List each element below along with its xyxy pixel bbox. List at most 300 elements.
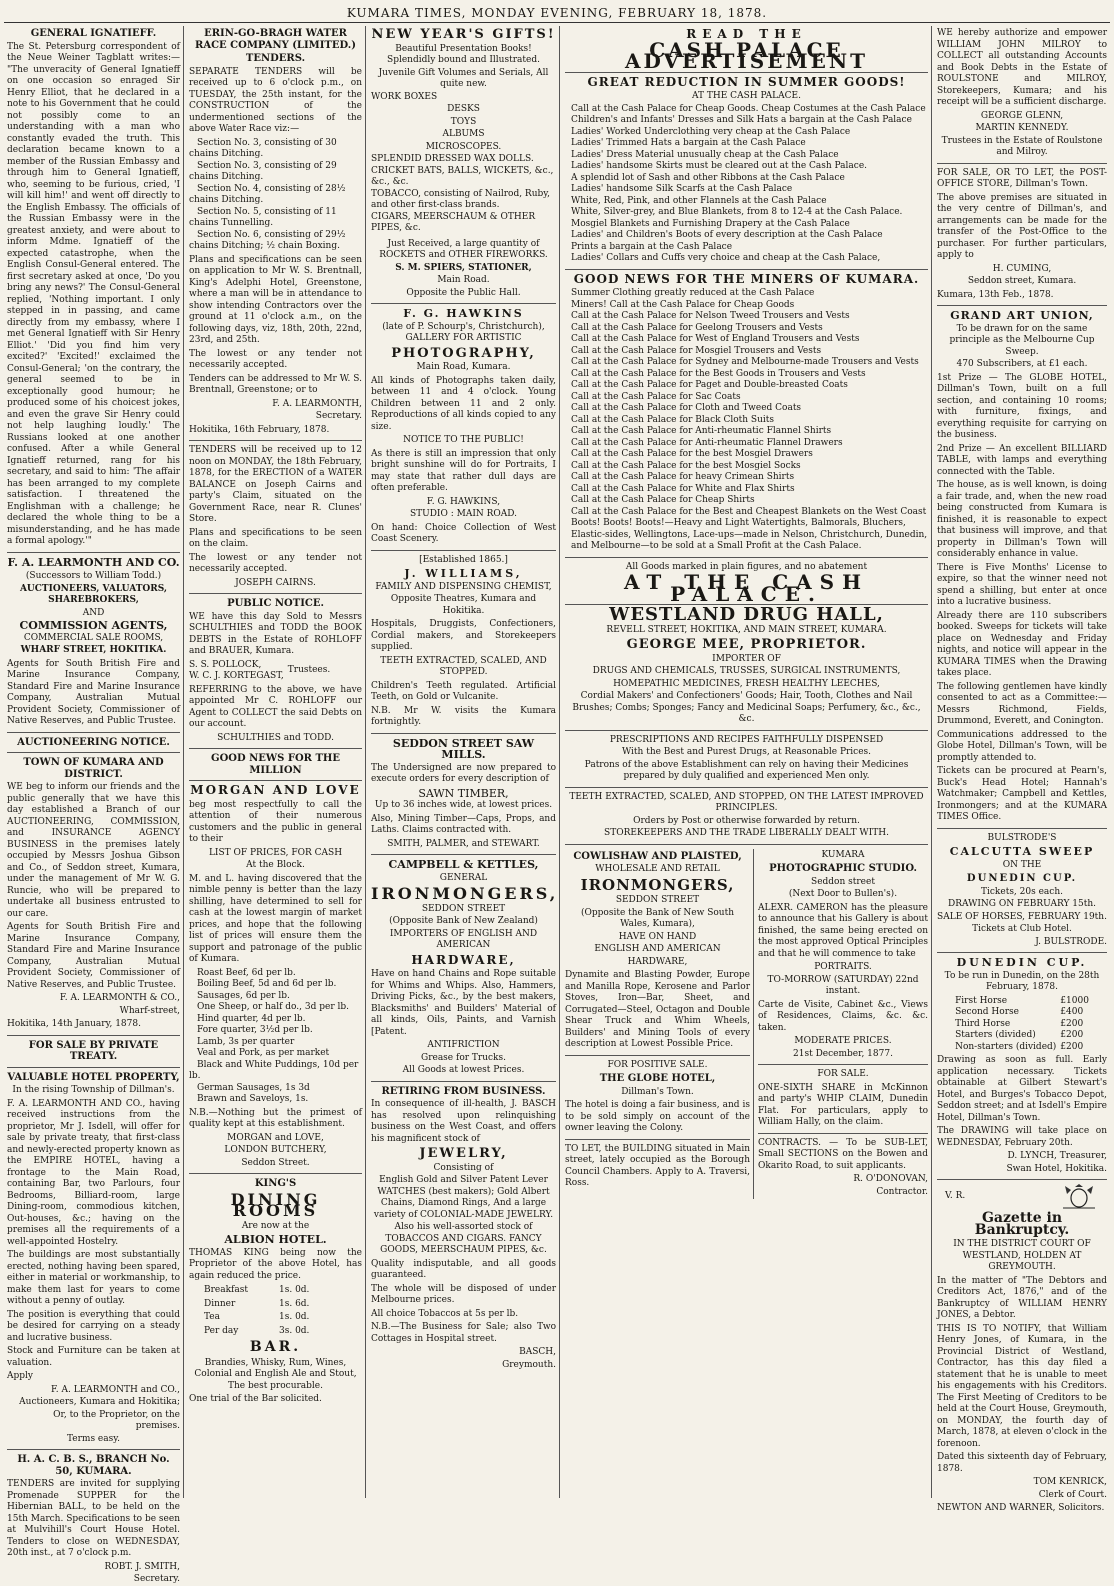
district-court: IN THE DISTRICT COURT OF WESTLAND, HOLDEN AT GREYMOUTH. — [953, 1239, 1091, 1272]
price-item: Hind quarter, 4d per lb. — [197, 1013, 306, 1024]
price-item: Sausages, 6d per lb. — [197, 990, 290, 1001]
ny-item: MICROSCOPES. — [425, 141, 502, 152]
miner-item: Summer Clothing greatly reduced at the Cash Palace — [571, 288, 815, 298]
seddon-street: Seddon Street. — [241, 1157, 310, 1168]
divider — [565, 730, 928, 731]
jewelry-body: English Gold and Silver Patent Lever WATCHES (best makers); Gold Albert Chains, Diamond Rings, And a large variety of COLONIAL-MADE JEWELRY. — [373, 1175, 554, 1220]
milroy-body: WE hereby authorize and empower WILLIAM JOHN MILROY to COLLECT all outstanding Accounts and Book Debts in the Estate of ROULSTONE and MILROY, Storekeepers, Kumara; and his receipt will be a sufficient discharge. — [937, 28, 1107, 107]
erin-body2: Plans and specifications can be seen on application to Mr W. S. Brentnall, King's Adelphi Hotel, Greenstone, where a man will be in attendance to show intending Contractors over the ground at 11 o'clock a.m., on the following days, viz, 18th, 20th, 22nd, 23rd, and 25th. — [189, 254, 362, 345]
jewelry-body3: Quality indisputable, and all goods guaranteed. — [371, 1258, 556, 1280]
column-4 — [562, 26, 932, 1498]
cairns-sig: JOSEPH CAIRNS. — [235, 577, 316, 588]
vr-label: V. R. — [945, 1191, 966, 1202]
albion-hotel: ALBION HOTEL. — [224, 1233, 327, 1246]
communications: Communications addressed to the Globe Hotel, Dillman's Town, will be promptly attended to. — [937, 729, 1107, 763]
forsale-body: FOR SALE, OR TO LET, the POST-OFFICE STORE, Dillman's Town. — [937, 167, 1107, 189]
jewelry-body4: The whole will be disposed of under Melbourne prices. — [371, 1283, 556, 1305]
milroy-sig2: MARTIN KENNEDY. — [975, 123, 1069, 133]
basch: BASCH, — [519, 1347, 556, 1357]
jewelry-body5: All choice Tobaccos at 5s per lb. — [371, 1308, 519, 1319]
westland-drug-hall: WESTLAND DRUG HALL, — [609, 604, 884, 625]
tickets-at: Tickets can be procured at Pearn's, Buck's Head Hotel; Hannah's Watchmaker; Campbell and Kettles, Ironmongers; and at the KUMARA TIMES Office. — [937, 766, 1107, 822]
divider — [937, 163, 1107, 164]
miner-item: Call at the Cash Palace for West of England Trousers and Vests — [571, 334, 860, 344]
subscribers: 470 Subscribers, at £1 each. — [956, 359, 1088, 369]
price-item: Brawn and Saveloys, 1s. — [197, 1094, 309, 1104]
divider — [371, 1081, 556, 1082]
hotel-body3: The position is everything that could be desired for carrying on a steady and lucrative business. — [7, 1309, 180, 1343]
prize-table — [953, 996, 1091, 1054]
summer-item: Ladies' handsome Skirts must be cleared out at the Cash Palace. — [571, 161, 868, 171]
next-door: (Next Door to Bullen's). — [788, 889, 898, 899]
prize-row — [953, 1007, 1091, 1019]
tickets-20s: Tickets, 20s each. — [981, 886, 1063, 897]
divider — [565, 1139, 750, 1140]
summer-item: Children's and Infants' Dresses and Silk Hats a bargain at the Cash Palace — [571, 115, 912, 125]
saw-body2: Up to 36 inches wide, at lowest prices. — [374, 800, 553, 810]
swan: Swan Hotel, Hokitika. — [1006, 1163, 1107, 1174]
teeth-ext: TEETH EXTRACTED, SCALED, AND STOPPED, ON THE LATEST IMPROVED PRINCIPLES. — [569, 791, 924, 813]
summer-item: White, Silver-grey, and Blue Blankets, from 8 to 12-4 at the Cash Palace. — [571, 207, 903, 217]
summer-item: Ladies' and Children's Boots of every description at the Cash Palace — [571, 230, 883, 240]
meal-name: Dinner — [204, 1298, 236, 1309]
price-item: Black and White Puddings, 10d per lb. — [189, 1059, 359, 1081]
solicitors: NEWTON AND WARNER, Solicitors. — [937, 1503, 1105, 1513]
homeopathic: HOMEPATHIC MEDICINES, FRESH HEALTHY LEECHES, — [613, 678, 880, 689]
license: There is Five Months' License to expire, so that the winner need not spend a shilling, but enter at once into a lucrative business. — [937, 562, 1107, 607]
bulstrode-title: BULSTRODE'S — [987, 832, 1057, 843]
divider — [189, 440, 362, 441]
spiers-opp: Opposite the Public Hall. — [406, 287, 521, 298]
price-item: Roast Beef, 6d per lb. — [197, 967, 296, 978]
divider — [371, 303, 556, 304]
summer-item: Prints a bargain at the Cash Palace — [571, 241, 733, 252]
williams-addr: Opposite Theatres, Kumara and Hokitika. — [390, 594, 537, 616]
jewelry-nb: N.B.—The Business for Sale; also Two Cottages in Hospital street. — [371, 1322, 556, 1344]
ny-cigars: CIGARS, MEERSCHAUM & OTHER PIPES, &c. — [371, 211, 536, 233]
spiers: S. M. SPIERS, STATIONER, — [395, 262, 532, 273]
meal-row — [203, 1298, 310, 1312]
prize-row — [953, 996, 1091, 1008]
moderate: MODERATE PRICES. — [794, 1036, 892, 1046]
consisting: Consisting of — [433, 1162, 494, 1173]
cowlishaw: COWLISHAW AND PLAISTED, — [573, 850, 742, 862]
summer-item: Ladies' Worked Underclothing very cheap at the Cash Palace — [571, 126, 851, 137]
to-let: TO LET, the BUILDING situated in Main street, lately occupied as the Borough Council Chambers. Apply to A. Traversi, Ross. — [565, 1143, 750, 1188]
section-item: Section No. 6, consisting of 29½ chains Ditching; ½ chain Boxing. — [189, 229, 346, 251]
house-body: The house, as is well known, is doing a fair trade, and, when the new road being constructed from Kumara is finished, it is reasonable to expect that business will improve, and that property in Dillman's Town will considerably enhance in value. — [937, 480, 1107, 559]
miner-item: Boots! Boots! Boots!—Heavy and Light Watertights, Balmorals, Bluchers, Elastic-sides, Wellingtons, Lace-ups—made in Nelson, Christchurch, Dunedin, and Melbourne—to be sold at a Small Profit at the Cash Palace. — [571, 518, 928, 551]
ny-item: ALBUMS — [442, 129, 485, 139]
first-prize: 1st Prize — The GLOBE HOTEL, Dillman's Town, built on a full section, and containing 10 rooms; with furniture, fixings, and everything requisite for carrying on the business. — [937, 372, 1107, 440]
divider — [189, 593, 362, 594]
clerk: Clerk of Court. — [1038, 1489, 1107, 1500]
miner-item: Call at the Cash Palace for the Best and Cheapest Blankets on the West Coast — [571, 506, 927, 517]
miner-item: Call at the Cash Palace for the best Mosgiel Socks — [571, 460, 801, 471]
jewelry: JEWELRY, — [419, 1146, 508, 1161]
campbell-addr: SEDDON STREET — [421, 903, 506, 914]
gentlemen: The following gentlemen have kindly consented to act as a Committee:— Messrs Richmond, Fields, Drummond, Everett, and Conington. — [937, 681, 1107, 726]
for-sale: FOR SALE. — [817, 1069, 869, 1079]
orders: Orders by Post or otherwise forwarded by return. — [633, 815, 860, 826]
saw-body3: Also, Mining Timber—Caps, Props, and Laths. Claims contracted with. — [371, 813, 556, 835]
price-list: LIST OF PRICES, FOR CASH — [208, 847, 343, 858]
globe-hotel: THE GLOBE HOTEL, — [599, 1073, 716, 1084]
public-body: WE have this day Sold to Messrs SCHULTHIES and TODD the BOOK DEBTS in the Estate of ROHLOFF and BRAUER, Kumara. — [189, 611, 362, 656]
erin-date: Hokitika, 16th February, 1878. — [189, 424, 330, 435]
learmonth-l2: COMMISSION AGENTS, — [19, 619, 168, 632]
hotel-sig3: Or, to the Proprietor, on the premises. — [53, 1409, 180, 1431]
divider — [371, 854, 556, 855]
summer-item: Call at the Cash Palace for Cheap Goods. Cheap Costumes at the Cash Palace — [571, 103, 926, 114]
hawkins-body2: As there is still an impression that only bright sunshine will do for Portraits, I may state that rather dull days are often preferable. — [371, 448, 556, 493]
hotel-terms: Terms easy. — [66, 1433, 120, 1444]
club-hotel: Tickets at Club Hotel. — [972, 924, 1072, 934]
photo-seddon: Seddon street — [811, 876, 875, 887]
london-butchery: LONDON BUTCHERY, — [224, 1145, 327, 1155]
miner-item: Call at the Cash Palace for Paget and Double-breasted Coats — [571, 380, 848, 390]
town-body: WE beg to inform our friends and the public generally that we have this day established a Branch of our AUCTIONEERING, COMMISSION, and INSURANCE AGENCY BUSINESS in the premises lately occupied by Messrs Joshua Gibson and Co., of Seddon street, Kumara, under the management of Mr W. G. Runcie, who will be prepared to undertake all business entrusted to our care. — [7, 782, 180, 919]
divider — [565, 557, 928, 558]
miner-item: Call at the Cash Palace for Sydney and Melbourne-made Trousers and Vests — [571, 357, 919, 367]
ignatieff-title: GENERAL IGNATIEFF. — [30, 28, 157, 39]
cowlishaw-ironmongers: IRONMONGERS, — [580, 875, 735, 894]
king-body: THOMAS KING being now the Proprietor of the above Hotel, has again reduced the price. — [189, 1247, 362, 1281]
bottom-left — [565, 849, 754, 1200]
morgan-title: MORGAN AND LOVE — [190, 783, 361, 797]
town-sig: F. A. LEARMONTH & CO., — [59, 993, 180, 1003]
new-years-gifts: NEW YEAR'S GIFTS! — [371, 27, 556, 42]
spiers-addr: Main Road. — [437, 275, 490, 285]
run-in: To be run in Dunedin, on the 28th February, 1878. — [944, 970, 1100, 992]
bar-foot: One trial of the Bar solicited. — [189, 1394, 322, 1404]
cairns-body3: The lowest or any tender not necessarily accepted. — [189, 552, 362, 574]
column-1 — [4, 26, 184, 1584]
hawkins-hand: On hand: Choice Collection of West Coast Scenery. — [371, 522, 556, 544]
price-item: German Sausages, 1s 3d — [197, 1082, 310, 1093]
prize-name: Third Horse — [955, 1018, 1011, 1029]
kings-label: KING'S — [254, 1178, 297, 1189]
cuming2: Seddon street, Kumara. — [967, 276, 1077, 286]
summer-item: Ladies' Dress Material unusually cheap at the Cash Palace — [571, 149, 839, 160]
cash-palace-adv: CASH PALACE ADVERTISEMENT — [624, 37, 868, 73]
trustees-block — [189, 660, 362, 683]
retiring: RETIRING FROM BUSINESS. — [381, 1085, 546, 1097]
meal-name: Tea — [204, 1312, 220, 1322]
miner-item: Call at the Cash Palace for Sac Coats — [571, 391, 741, 402]
dated: Dated this sixteenth day of February, 1878. — [937, 1452, 1107, 1474]
ny-body2: Juvenile Gift Volumes and Serials, All quite new. — [378, 67, 549, 89]
art-union: GRAND ART UNION, — [950, 309, 1094, 322]
hacbs-body: TENDERS are invited for supplying Promenade SUPPER for the Hibernian BALL, to be held on the 15th March. Specifications to be seen at Mulvihill's Court House Hotel. Tenders to close on WEDNESDAY, 20th inst., at 7 o'clock p.m. — [7, 1479, 180, 1558]
bulstrode: J. BULSTRODE. — [1035, 936, 1107, 947]
hawkins-name: F. G. HAWKINS — [403, 307, 524, 320]
wholesale: WHOLESALE AND RETAIL — [595, 864, 720, 874]
meal-prices — [203, 1284, 310, 1338]
summer-item: A splendid lot of Sash and other Ribbons at the Cash Palace — [571, 172, 845, 183]
at-the-cash-palace: AT THE CASH PALACE. — [623, 570, 870, 606]
westland-addr: REVELL STREET, HOKITIKA, AND MAIN STREET, KUMARA. — [606, 624, 887, 635]
summer-item: White, Red, Pink, and other Flannels at the Cash Palace — [571, 195, 827, 206]
prize-name: Non-starters (divided) — [955, 1041, 1057, 1052]
miner-item: Call at the Cash Palace for White and Flax Shirts — [571, 483, 795, 494]
drawing3: The DRAWING will take place on WEDNESDAY, February 20th. — [937, 1126, 1107, 1148]
town-date: Hokitika, 14th January, 1878. — [7, 1019, 141, 1029]
best-drugs: With the Best and Purest Drugs, at Reasonable Prices. — [621, 747, 872, 757]
column-3 — [368, 26, 560, 1498]
dillmans: Dillman's Town. — [621, 1086, 694, 1097]
divider — [189, 1173, 362, 1174]
hardware: HARDWARE, — [411, 952, 516, 967]
hotel-apply: Apply — [7, 1371, 33, 1381]
carte: Carte de Visite, Cabinet &c., Views of Residences, Claims, &c. &c. taken. — [758, 999, 928, 1033]
now-at: Are now at the — [241, 1220, 310, 1231]
erin-sig: F. A. LEARMONTH, — [272, 398, 362, 409]
miner-list — [565, 288, 928, 553]
learmonth-l3: COMMERCIAL SALE ROOMS, — [23, 632, 164, 643]
ny-tobacco: TOBACCO, consisting of Nailrod, Ruby, and other first-class brands. — [371, 188, 551, 210]
drawing2: Drawing as soon as full. Early application necessary. Tickets obtainable at Gilbert Stewart's Hotel, and Burges's Tobacco Depot, Seddon street; and at Isdell's Empire Hotel, Dillman's Town. — [937, 1055, 1107, 1123]
meal-price: 1s. 6d. — [279, 1298, 310, 1309]
antifriction: ANTIFRICTION — [427, 1040, 500, 1050]
hawkins-studio: STUDIO : MAIN ROAD. — [409, 509, 518, 519]
ny-item: DESKS — [447, 104, 480, 114]
ny-item: TOYS — [450, 116, 477, 127]
photography: PHOTOGRAPHY, — [391, 345, 536, 361]
divider — [565, 269, 928, 270]
hotel-body: F. A. LEARMONTH AND CO., having received instructions from the proprietor, Mr J. Isdell, will offer for sale by private treaty, that first-class and newly-erected property known as the EMPIRE HOTEL, having a frontage to the Main Road, containing Bar, two Parlours, four Bedrooms, Billiard-room, large Dining-room, commodious kitchen, Out-houses, &c.; having on the premises all the requirements of a well-appointed Hostelry. — [7, 1098, 180, 1247]
ironmongers: IRONMONGERS, — [371, 884, 559, 903]
divider — [565, 787, 928, 788]
prize-name: First Horse — [955, 995, 1008, 1006]
hacbs-sig: ROBT. J. SMITH, — [104, 1561, 180, 1572]
summer-list — [565, 104, 928, 265]
meal-price: 3s. 0d. — [279, 1325, 310, 1336]
ny-body: Beautiful Presentation Books! Splendidly bound and Illustrated. — [387, 43, 540, 65]
hawkins-sub: (late of P. Schourp's, Christchurch), GALLERY FOR ARTISTIC — [382, 321, 545, 343]
established: [Established 1865.] — [419, 554, 508, 565]
gazette-bankruptcy: Gazette in Bankruptcy. — [974, 1210, 1070, 1238]
retiring-body: In consequence of ill-health, J. BASCH has resolved upon relinquishing business on the West Coast, and offers his magnificent stock of — [371, 1099, 556, 1144]
kumara: KUMARA — [821, 849, 865, 860]
greymouth: Greymouth. — [502, 1359, 556, 1370]
ny-cricket: CRICKET BATS, BALLS, WICKETS, &c., &c., &c. — [371, 165, 554, 187]
divider — [189, 748, 362, 749]
learmonth-and: AND — [82, 607, 105, 618]
prize-amount: £200 — [1060, 1030, 1084, 1040]
divider — [937, 305, 1107, 306]
divider — [371, 733, 556, 734]
hotel-title: VALUABLE HOTEL PROPERTY, — [7, 1071, 180, 1083]
sawmills: SEDDON STREET SAW MILLS. — [392, 736, 535, 761]
town-sig2: Wharf-street, — [119, 1005, 180, 1016]
erin-body3: The lowest or any tender not necessarily accepted. — [189, 348, 362, 370]
lowest: All Goods at lowest Prices. — [402, 1065, 525, 1075]
teeth: TEETH EXTRACTED, SCALED, AND STOPPED. — [380, 655, 547, 677]
erin-body: SEPARATE TENDERS will be received up to 6 o'clock p.m., on TUESDAY, the 25th instant, for the CONSTRUCTION of the undermentioned sections of the above Water Race viz:— — [189, 66, 362, 134]
ny-rockets: Just Received, a large quantity of ROCKETS and OTHER FIREWORKS. — [379, 238, 548, 260]
dunedin-cup2: DUNEDIN CUP. — [956, 956, 1088, 969]
price-item: Fore quarter, 3½d per lb. — [197, 1025, 313, 1035]
milroy-trustees: Trustees in the Estate of Roulstone and Milroy. — [941, 135, 1103, 157]
column-2 — [186, 26, 366, 1498]
divider — [7, 1449, 180, 1450]
meal-name: Per day — [204, 1325, 239, 1336]
bottom-right — [754, 849, 928, 1200]
hotel-body2: The buildings are most substantially erected, nothing having been spared, either in material or workmanship, to make them last for years to come without a penny of outlay. — [7, 1250, 180, 1306]
horses: SALE OF HORSES, FEBRUARY 19th. — [937, 911, 1107, 922]
hotel-sub: In the rising Township of Dillman's. — [12, 1085, 175, 1095]
learmonth-sub: (Successors to William Todd.) — [25, 571, 162, 581]
prize-row — [953, 1019, 1091, 1031]
ignatieff-body: The St. Petersburg correspondent of the Neue Weiner Tagblatt writes:— "The unveracity of General Ignatieff on one occasion so enraged Sir Henry Elliot, that he declared in a note to his Government that he could not possibly come to an understanding with a man who constantly evaded the truth. This declaration became known to a member of the Russian Embassy and through him to General Ignatieff, who, seeming to be furious, cried, 'I will kill him!' and went off directly to the English Embassy. The officials of the Russian Embassy were in the greatest anxiety, and were about to inform Mdme. Ignatieff of the expected catastrophe, when the English Consul-General entered. The first secretary asked at once, 'Do you bring any news?' The Consul-General replied, 'Nothing important. I only stepped in in passing, and came directly from my embassy, where I met General Ignatieff with Sir Henry Elliot.' 'Did you find him very excited?' 'Excited!' exclaimed the Consul-General; 'on the contrary, the general seemed to be in exceptionally good humour; he produced some of his choicest jokes, and even the grave Sir Henry could not help laughing loudly.' The Russians looked at one another confused. After a while General Ignatieff returned, rang for his secretary, and said to him: 'The affair has been arranged to my complete satisfaction. I threatened the Englishman with a challenge; he declared the whole thing to be a misunderstanding, and he has made a formal apology.'" — [7, 41, 180, 546]
divider — [758, 1064, 928, 1065]
hacbs-title: H. A. C. B. S., BRANCH No. 50, KUMARA. — [17, 1454, 170, 1477]
morgan-sig: MORGAN and LOVE, — [227, 1132, 324, 1143]
george-mee: GEORGE MEE, PROPRIETOR. — [626, 637, 867, 652]
read-the: READ THE — [686, 27, 807, 41]
learmonth-l1: AUCTIONEERS, VALUATORS, SHAREBROKERS, — [19, 583, 168, 605]
ny-dolls: SPLENDID DRESSED WAX DOLLS. — [371, 154, 534, 164]
cairns-body: TENDERS will be received up to 12 noon on MONDAY, the 18th February, 1878, for the ERECTION of a WATER BALANCE on Joseph Cairns and party's Claim, situated on the Government Race, near R. Clunes' Store. — [189, 445, 362, 524]
masthead: KUMARA TIMES, MONDAY EVENING, FEBRUARY 18, 1878. — [4, 4, 1110, 23]
on-the: ON THE — [1002, 859, 1042, 870]
hotel-sig2: Auctioneers, Kumara and Hokitika; — [19, 1397, 180, 1407]
hawkins-sig: F. G. HAWKINS, — [426, 496, 501, 507]
campbell: CAMPBELL & KETTLES, — [388, 858, 539, 871]
saw-sig: SMITH, PALMER, and STEWART. — [387, 838, 540, 849]
section-item: Section No. 3, consisting of 30 chains Ditching. — [189, 137, 337, 159]
hawkins-body: All kinds of Photographs taken daily, between 11 and 4 o'clock. Young Children between 11 and 2 only. Reproductions of all kinds copied to any size. — [371, 375, 556, 432]
prize-row — [953, 1042, 1091, 1054]
prize-amount: £400 — [1060, 1007, 1084, 1017]
prize-amount: £200 — [1060, 1041, 1084, 1052]
photo-studio: PHOTOGRAPHIC STUDIO. — [769, 863, 917, 874]
contractor: Contractor. — [876, 1186, 928, 1197]
erin-body4: Tenders can be addressed to Mr W. S. Brentnall, Greenstone; or to — [189, 373, 362, 395]
good-news-miners: GOOD NEWS FOR THE MINERS OF KUMARA. — [573, 271, 920, 286]
importer: IMPORTER OF — [712, 653, 781, 664]
summer-item: Ladies' Trimmed Hats a bargain at the Cash Palace — [571, 138, 806, 148]
vr-crest — [937, 1184, 1107, 1210]
miner-item: Call at the Cash Palace for the best Mosgiel Drawers — [571, 449, 813, 459]
divider — [565, 844, 928, 845]
positive-sale: FOR POSITIVE SALE. — [607, 1059, 708, 1070]
morgan-body: beg most respectfully to call the attention of their numerous customers and the public in general to their — [189, 799, 362, 844]
odonovan: R. O'DONOVAN, — [853, 1174, 928, 1184]
cowlishaw-opp: (Opposite the Bank of New South Wales, Kumara), — [581, 907, 734, 929]
column-5 — [934, 26, 1110, 1513]
storekeepers: STOREKEEPERS AND THE TRADE LIBERALLY DEALT WITH. — [604, 828, 889, 838]
trustees-label: Trustees. — [287, 665, 331, 676]
notify: THIS IS TO NOTIFY, that William Henry Jones, of Kumara, in the Provincial District of Westland, Contractor, has this day filed a statement that he is unable to meet his engagements with his Creditors. The First Meeting of Creditors to be held at the Court House, Greymouth, on MONDAY, the fourth day of March, 1878, at eleven o'clock in the forenoon. — [937, 1323, 1107, 1449]
learmonth-l4: WHARF STREET, HOKITIKA. — [20, 645, 167, 655]
divider — [565, 1055, 750, 1056]
miner-item: Call at the Cash Palace for Anti-rheumatic Flannel Shirts — [571, 426, 832, 436]
miner-item: Call at the Cash Palace for Cloth and Tweed Coats — [571, 403, 802, 413]
cameron-body: ALEXR. CAMERON has the pleasure to announce that his Gallery is about finished, the same being erected on the most approved Optical Principles and that he will commence to take — [758, 902, 928, 959]
divider — [371, 550, 556, 551]
meal-price: 1s. 0d. — [279, 1285, 310, 1295]
art-body: To be drawn for on the same principle as the Melbourne Cup Sweep. — [949, 323, 1095, 357]
hotel-body4: Stock and Furniture can be taken at valuation. — [7, 1346, 180, 1368]
williams-sub: FAMILY AND DISPENSING CHEMIST, — [375, 581, 552, 592]
matter: In the matter of "The Debtors and Creditors Act, 1876," and of the Bankruptcy of WILLIAM HENRY JONES, a Debtor. — [937, 1275, 1107, 1320]
miner-item: Call at the Cash Palace for the Best Goods in Trousers and Vests — [571, 368, 866, 379]
prize-name: Second Horse — [955, 1007, 1019, 1017]
cuming: H. CUMING, — [992, 263, 1052, 274]
meal-row — [203, 1284, 310, 1298]
price-item: Veal and Pork, as per market — [197, 1048, 330, 1058]
bar-heading: BAR. — [249, 1339, 302, 1355]
miner-item: Call at the Cash Palace for Mosgiel Trousers and Vests — [571, 345, 822, 356]
divider — [758, 1133, 928, 1134]
schulthies-sig: SCHULTHIES and TODD. — [217, 732, 334, 743]
divider — [189, 780, 362, 781]
williams-body2: Children's Teeth regulated. Artificial Teeth, on Gold or Vulcanite. — [371, 680, 556, 702]
williams-body: Hospitals, Druggists, Confectioners, Cordial makers, and Storekeepers supplied. — [371, 619, 556, 652]
dunedin-cup: DUNEDIN CUP. — [966, 873, 1078, 884]
have-on-hand: HAVE ON HAND — [618, 931, 697, 942]
meal-row — [203, 1311, 310, 1325]
prize-amount: £200 — [1060, 1018, 1084, 1029]
good-news-million: GOOD NEWS FOR THE MILLION — [211, 753, 340, 776]
notice-public: NOTICE TO THE PUBLIC! — [403, 435, 524, 445]
rohloff-body: REFERRING to the above, we have appointed Mr C. ROHLOFF our Agent to COLLECT the said Debts on our account. — [189, 684, 362, 729]
divider — [7, 732, 180, 733]
miner-item: Call at the Cash Palace for Nelson Tweed Trousers and Vests — [571, 311, 850, 321]
milroy-sig1: GEORGE GLENN, — [980, 110, 1064, 121]
miner-item: Call at the Cash Palace for Black Cloth Suits — [571, 414, 774, 425]
hacbs-sig2: Secretary. — [133, 1574, 180, 1584]
at-cash-palace: AT THE CASH PALACE. — [692, 91, 801, 101]
miner-item: Call at the Cash Palace for Cheap Shirts — [571, 495, 755, 505]
calcutta: CALCUTTA SWEEP — [949, 845, 1095, 858]
tomorrow: TO-MORROW (SATURDAY) 22nd instant. — [767, 974, 919, 996]
summer-item: Mosgiel Blankets and Furnishing Drapery at the Cash Palace — [571, 218, 850, 229]
price-item: Lamb, 3s per quarter — [197, 1036, 295, 1047]
bottom-split — [565, 849, 928, 1200]
learmonth-name: F. A. LEARMONTH AND CO. — [7, 555, 180, 569]
town-body2: Agents for South British Fire and Marine Insurance Company, Standard Fire and Marine Insurance Company, Australian Mutual Provident Society, Commissioner of Native Reserves, and Public Trustee. — [7, 922, 180, 990]
prize-name: Starters (divided) — [955, 1030, 1036, 1040]
prize-row — [953, 1030, 1091, 1042]
auction-notice: AUCTIONEERING NOTICE. — [17, 736, 170, 748]
jewelry-body2: Also his well-assorted stock of TOBACCOS AND CIGARS. FANCY GOODS, MEERSCHAUM PIPES, &c. — [380, 1222, 547, 1255]
divider — [7, 552, 180, 553]
erin-title: ERIN-GO-BRAGH WATER RACE COMPANY (LIMITED.) — [195, 28, 356, 51]
prescriptions: PRESCRIPTIONS AND RECIPES FAITHFULLY DISPENSED — [609, 734, 884, 745]
bar-body: Brandies, Whisky, Rum, Wines, Colonial and English Ale and Stout, The best procurable. — [194, 1357, 357, 1391]
cowlishaw-body: Dynamite and Blasting Powder, Europe and Manilla Rope, Kerosene and Parlor Stoves, Iron—Bar, Sheet, and Corrugated—Steel, Octagon and Double Shear Truck and Whim Wheels, Builders' and Mining Tools of every description at Lowest Possible Price. — [565, 970, 750, 1049]
section-item: Section No. 4, consisting of 28½ chains Ditching. — [189, 183, 346, 205]
dining-rooms: DINING ROOMS — [230, 1189, 321, 1220]
patrons: Patrons of the above Establishment can rely on having their Medicines prepared by duly qualified and experienced Men only. — [584, 759, 909, 781]
sawn-timber: SAWN TIMBER, — [418, 786, 509, 800]
forsale-body2: The above premises are situated in the very centre of Dillman's, and arrangements can be made for the transfer of the Post-Office to the purchaser. For further particulars, apply to — [937, 192, 1107, 260]
divider — [937, 952, 1107, 953]
meal-name: Breakfast — [204, 1285, 248, 1295]
miner-item: Call at the Cash Palace for Anti-rheumatic Flannel Drawers — [571, 437, 843, 448]
grease: Grease for Trucks. — [421, 1052, 506, 1063]
globe-body: The hotel is doing a fair business, and is to be sold simply on account of the owner leaving the Colony. — [565, 1100, 750, 1133]
miner-item: Miners! Call at the Cash Palace for Cheap Goods — [571, 299, 795, 310]
section-item: Section No. 5, consisting of 11 chains Tunnelling. — [189, 206, 337, 228]
cuming-date: Kumara, 13th Feb., 1878. — [937, 289, 1054, 300]
one-sixth: ONE-SIXTH SHARE in McKinnon and party's WHIP CLAIM, Dunedin Flat. For particulars, apply to William Hally, on the claim. — [758, 1082, 928, 1127]
campbell-opp: (Opposite Bank of New Zealand) — [389, 916, 538, 926]
campbell-body: Have on hand Chains and Rope suitable for Whims and Whips. Also, Hammers, Driving Picks, &c., by the best makers, Blacksmiths' and Builders' Material of all kinds, Oils, Paints, and Varnish [Patent. — [371, 969, 556, 1037]
